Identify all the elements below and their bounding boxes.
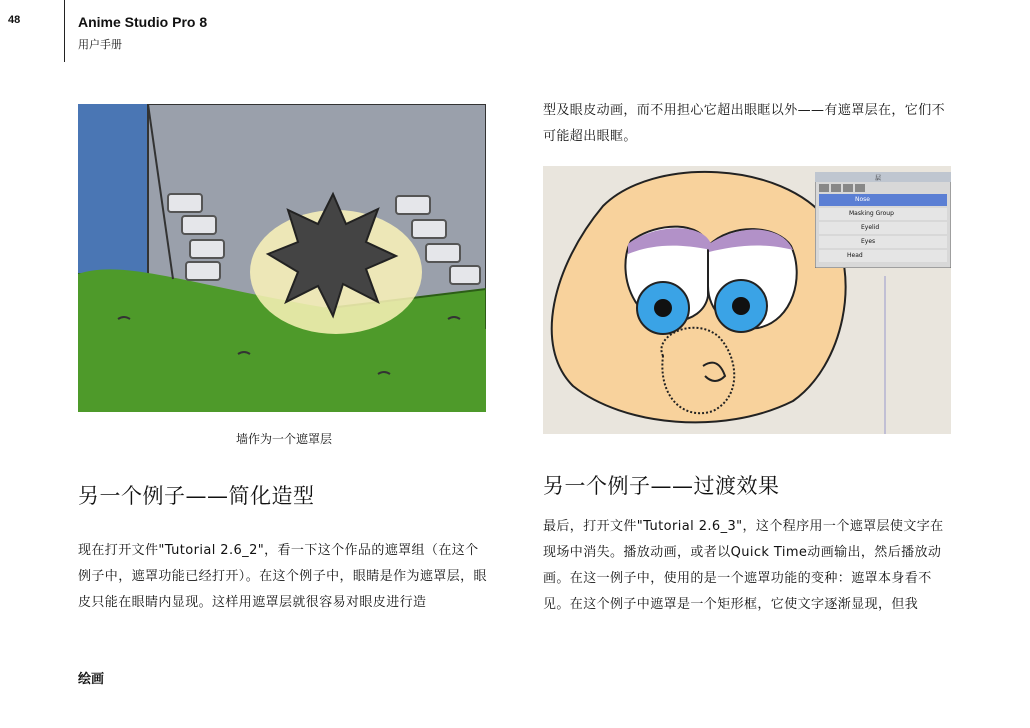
page-number: 48 [8,14,21,26]
paragraph-simplified-shape: 现在打开文件"Tutorial 2.6_2"，看一下这个作品的遮罩组（在这个例子中，遮罩功能已经打开）。在这个例子中，眼睛是作为遮罩层，眼皮只能在眼睛内显现。这样用遮罩层就很容易对眼皮进行造 [78,543,487,610]
figure-caption: 墙作为一个遮罩层 [236,432,333,446]
paragraph-transition-effect: 最后，打开文件"Tutorial 2.6_3"，这个程序用一个遮罩层使文字在现场中消失。播放动画，或者以Quick Time动画输出，然后播放动画。在这一例子中，使用的是一个遮罩功能的变种：遮罩本身看不见。在这个例子中遮罩是一个矩形框，它使文字逐渐显现，但我 [543,519,944,612]
header-divider [64,0,65,62]
layer-item[interactable]: Eyes [861,238,876,245]
section-heading-simplified-shape: 另一个例子——简化造型 [78,484,315,508]
wall-mask-figure [78,104,486,412]
layer-item[interactable]: Head [847,252,863,259]
layer-item[interactable]: Eyelid [861,224,880,231]
layers-panel-title: 层 [875,175,882,182]
book-subtitle: 用户手册 [78,38,122,51]
book-title: Anime Studio Pro 8 [78,14,208,30]
section-heading-transition-effect: 另一个例子——过渡效果 [543,474,780,498]
layer-item[interactable]: Masking Group [849,210,894,217]
footer-section-label: 绘画 [78,672,105,687]
layer-item[interactable]: Nose [855,196,870,203]
face-mask-figure [543,166,951,434]
paragraph-continued: 型及眼皮动画，而不用担心它超出眼眶以外——有遮罩层在，它们不可能超出眼眶。 [543,103,946,144]
